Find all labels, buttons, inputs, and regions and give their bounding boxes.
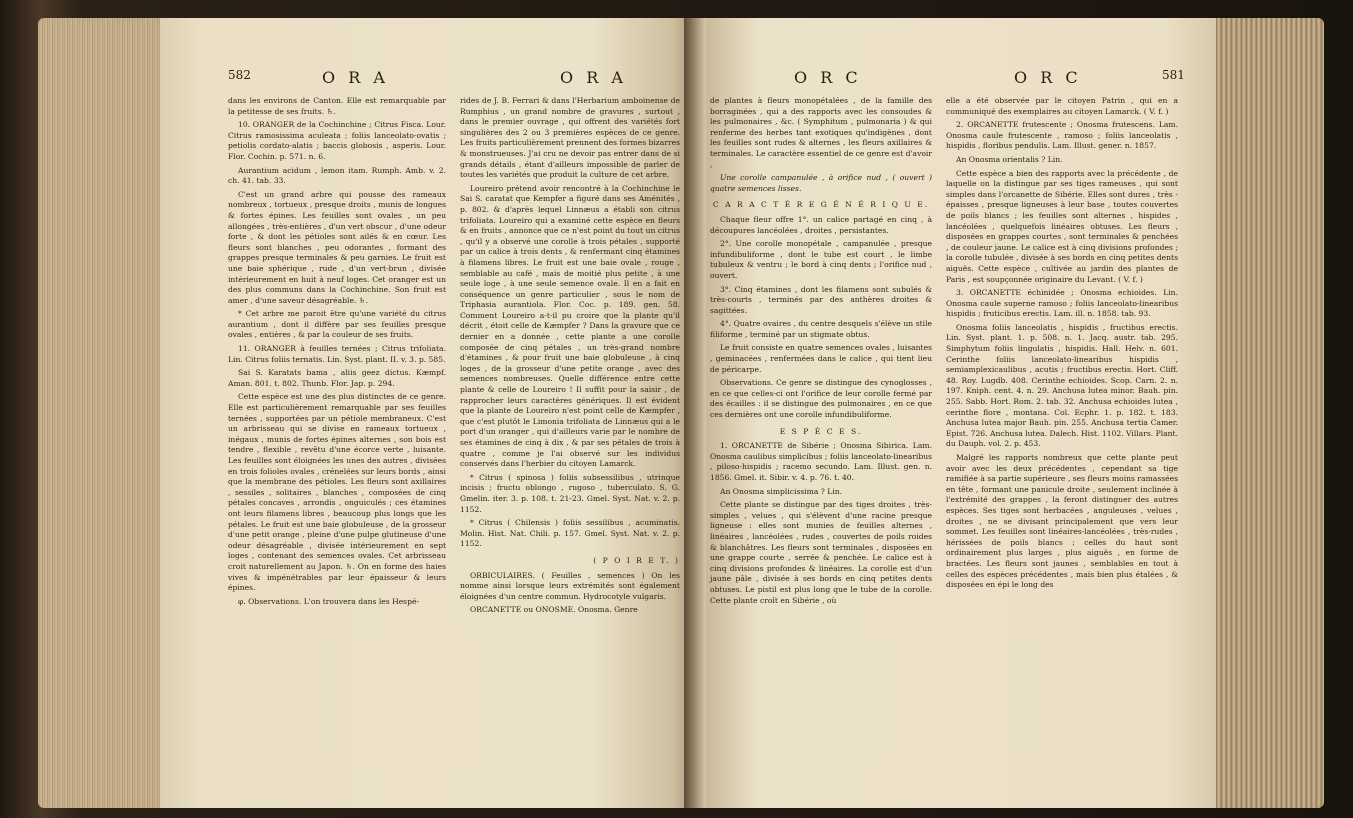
left-page bbox=[160, 18, 700, 808]
paragraph: Sai S. Karatats bama , aliis geez dictus. Kæmpf. Aman. 801. t. 802. Thunb. Flor. Jap. p. 294. bbox=[228, 368, 446, 388]
paragraph: * Citrus ( Chilensis ) foliis sessilibus , acuminatis. Molin. Hist. Nat. Chili. p. 157. Gmel. Syst. Nat. v. 2. p. 1152. bbox=[460, 518, 680, 549]
paragraph: Loureiro prétend avoir rencontré à la Cochinchine le Sai S. caratat que Kempfer a figuré dans ses Aménités , p. 802. & d'après lequel Linnæus a établi son citrus trifoliata. Loureiro qui a examiné cette espèce en fleurs & en fruits , annonce que ce n'est point du tout un citrus , qu'il y a observé une corolle à trois pétales , supporté par un calice à trois dents , & renfermant cinq étamines à filamens libres. Le fruit est une baie ovale , rouge , semblable au café , mais de moitié plus petite , à une seule loge , à une seule semence ovale. Il en a fait en conséquence un genre particulier , sous le nom de Triphasia aurantiola. Flor. Coc. p. 189. gen. 58. Comment Loureiro a-t-il pu croire que la plante qu'il décrit , étoit celle de Kæmpfer ? Dans la gravure que ce dernier en a donnée , cette plante a une corolle composée de cinq pétales , un très-grand nombre d'étamines , & pour fruit une baie globuleuse , à cinq loges , de la grosseur d'une petite orange , avec des semences nombreuses. Quelle différence entre cette plante & celle de Loureiro ! Il suffit pour la saisir , de rapprocher leurs caractères génériques. Il est évident que la plante de Loureiro n'est point celle de Kæmpfer , que c'est plutôt le Limonia trifoliata de Linnæus qui a le port d'un oranger , qui d'ailleurs varie par le nombre de ses étamines de cinq à dix , & par ses pétales de trois à quatre , comme je l'ai observé sur les individus conservés dans l'herbier du citoyen Lamarck. bbox=[460, 183, 680, 469]
right-page bbox=[684, 18, 1216, 808]
paragraph: C'est un grand arbre qui pousse des rameaux nombreux , tortueux , presque droits , munis de longues & fortes épines. Les feuilles sont ovales , un peu allongées , très-entières , d'un vert obscur , d'une odeur forte , & dont les pétioles sont ailés & en cœur. Les fleurs sont blanches , peu odorantes , formant des grappes presque terminales & peu garnies. Le fruit est une baie sphérique , rude , d'un vert-brun , divisée intérieurement en huit à neuf loges. Cet oranger est un des plus communs dans la Cochinchine. Son fruit est amer , d'une saveur désagréable. ♄. bbox=[228, 189, 446, 305]
paragraph: * Citrus ( spinosa ) foliis subsessilibus , utrinque incisis ; fructu oblongo , rugoso , tuberculato. S. G. Gmelin. iter. 3. p. 108. t. 21-23. Gmel. Syst. Nat. v. 2. p. 1152. bbox=[460, 472, 680, 514]
paragraph: 11. ORANGER à feuilles ternées ; Citrus trifoliata. Lin. Citrus foliis ternatis. Lin. Syst. plant. II. v. 3. p. 585. bbox=[228, 344, 446, 364]
right-page-edges bbox=[1212, 18, 1324, 808]
paragraph: φ. Observations. L'on trouvera dans les Hespé- bbox=[238, 596, 420, 606]
paragraph: rides de J. B. Ferrari & dans l'Herbarium amboinense de Rumphius , un grand nombre de gravures , surtout , dans le premier ouvrage , qui offrent des variétés fort singulières des 2 ou 3 premières espèces de ce genre. Les fruits particulièrement prennent des formes bizarres & monstrueuses. J'ai cru ne devoir pas entrer dans de si grands détails , étant d'ailleurs impossible de parler de toutes les variétés que produit la culture de cet arbre. bbox=[460, 96, 680, 180]
paragraph: Malgré les rapports nombreux que cette plante peut avoir avec les deux précédentes , cependant sa tige ramifiée à sa partie supérieure , ses fleurs moins ramassées en tête , formant une panicule droite , seulement inclinée à l'extrémité des grappes , la feront distinguer des autres espèces. Ses tiges sont herbacées , anguleuses , velues , droites , ne se divisant principalement que vers leur sommet. Les feuilles sont linéaires-lancéolées , très-rudes , hérissées de poils blancs ; celles du haut sont ordinairement plus larges , plus aiguës , en forme de bractées. Les fleurs sont jaunes , semblables en tout à celles des espèces précédentes , mais bien plus étalées , & disposées en épi le long des bbox=[946, 453, 1178, 590]
left-column-2 bbox=[460, 96, 680, 619]
left-page-number: 582 bbox=[228, 68, 251, 82]
right-column-1 bbox=[710, 96, 932, 609]
paragraph: Chaque fleur offre 1°. un calice partagé en cinq , à découpures lancéolées , droites , persistantes. bbox=[710, 214, 932, 235]
left-header-ora-2: O R A bbox=[560, 68, 627, 87]
paragraph: 1. ORCANETTE de Sibérie ; Onosma Sibirica. Lam. Onosma caulibus simplicibus ; foliis lanceolato-linearibus , piloso-hispidis ; racemo secundo. Lam. Illust. gen. n. 1856. Gmel. it. Sibir. v. 4. p. 76. t. 40. bbox=[710, 441, 932, 482]
paragraph: 3. ORCANETTE échinidée ; Onosma echioides. Lin. Onosma caule superne ramoso ; foliis lanceolato-linearibus hispidis ; fruticibus erectis. Lam. ill. n. 1858. tab. 93. bbox=[946, 288, 1178, 319]
right-page-number: 581 bbox=[1162, 68, 1185, 82]
paragraph: dans les environs de Canton. Elle est remarquable par la petitesse de ses fruits. ♄. bbox=[228, 96, 446, 116]
paragraph: Cette espèce est une des plus distinctes de ce genre. Elle est particulièrement remarquable par ses feuilles ternées , supportées par un pétiole membraneux. C'est un arbrisseau qui se divise en rameaux tortueux , inégaux , munis de fortes épines alternes , son bois est tendre , flexible , revêtu d'une écorce verte , luisante. Les feuilles sont éloignées les unes des autres , divisées en trois folioles ovales , crénelées sur leurs bords , ainsi que la membrane des pétioles. Les fleurs sont axillaires , sessiles , solitaires , blanches , composées de cinq pétales concaves , arrondis , onguiculés ; ces étamines ont leurs filamens libres , beaucoup plus longs que les pétales. Le fruit est une baie globuleuse , de la grosseur d'une petit orange , pleine d'une pulpe glutineuse d'une odeur désagréable , divisée intérieurement en sept loges , contenant des semences ovales. Cet arbrisseau croit naturellement au Japon. ♄. On en forme des haies vives & impénétrables par leur épaisseur & leurs épines. bbox=[228, 392, 446, 593]
right-header-orc-2: O R C bbox=[1014, 68, 1082, 87]
paragraph: 4°. Quatre ovaires , du centre desquels s'élève un stile filiforme , terminé par un stigmate obtus. bbox=[710, 319, 932, 339]
paragraph: Cette plante se distingue par des tiges droites , très-simples , velues , qui s'élèvent d'une racine presque ligneuse : elles sont munies de feuilles alternes , linéaires , lancéolées , rudes , couvertes de poils roides & blanchâtres. Les fleurs sont terminales , disposées en une grappe courte , serrée & penchée. Le calice est à cinq divisions profondes & linéaires. La corolle est d'un jaune pâle , divisée à ses bords en cinq petites dents obtuses. Le pistil est plus long que le tube de la corolle. Cette plante croît en Sibérie , où bbox=[710, 500, 932, 605]
paragraph: Onosma foliis lanceolatis , hispidis , fructibus erectis. Lin. Syst. plant. 1. p. 508. n. 1. Jacq. austr. tab. 295. Simphytum foliis lingulatis , hispidis. Hall. Helv. n. 601. Cerinthe foliis lanceolato-linearibus hispidis , semiamplexicaulibus , acutis ; fructibus erectis. Hort. Cliff. 48. Roy. Lugdb. 408. Cerinthe echioides. Scop. Carn. 2. n. 197. Kniph. cent. 4. n. 29. Anchusa lutea minor. Bauh. pin. 255. Sabb. Hort. Rom. 2. tab. 32. Anchusa echioides lutea , cerinthe flore , montana. Col. Ecphr. 1. p. 182. t. 183. Anchusa lutea major Bauh. pin. 255. Anchusa tertia Camer. Epist. 726. Anchusa lutea. Dalech. Hist. 1102. Villars. Plant. du Dauph. vol. 2. p. 453. bbox=[946, 322, 1178, 449]
book-gutter bbox=[684, 18, 706, 808]
paragraph: 2. ORCANETTE frutescente ; Onosma frutescens. Lam. Onosma caule frutescente , ramoso ; foliis lanceolatis , hispidis , floribus pendulis. Lam. Illust. gener. n. 1857. bbox=[946, 120, 1178, 151]
paragraph: An Onosma simplicissima ? Lin. bbox=[720, 486, 843, 496]
paragraph: 10. ORANGER de la Cochinchine ; Citrus Fisca. Lour. Citrus ramosissima aculeata ; foliis lanceolato-ovatis ; petiolis cordato-alatis ; baccis globosis , asperis. Lour. Flor. Cochin. p. 571. n. 6. bbox=[228, 120, 446, 161]
paragraph: * Cet arbre me paroit être qu'une variété du citrus aurantium , dont il diffère par ses feuilles presque ovales , entières , & par la couleur de ses fruits. bbox=[228, 309, 446, 340]
section-heading: E S P È C E S. bbox=[779, 426, 863, 436]
left-page-edges bbox=[38, 18, 164, 808]
paragraph: ORCANETTE ou ONOSME. Onosma. Genre bbox=[470, 605, 638, 615]
right-column-2 bbox=[946, 96, 1178, 594]
section-heading: C A R A C T È R E G É N É R I Q U E. bbox=[712, 200, 930, 210]
paragraph: Une corolle campanulée , à orifice nud , ( ouvert ) quatre semences lisses. bbox=[710, 173, 932, 193]
left-header-ora-1: O R A bbox=[322, 68, 389, 87]
paragraph: Aurantium acidum , lemon itam. Rumph. Amb. v. 2. ch. 41. tab. 33. bbox=[228, 165, 446, 186]
paragraph: 3°. Cinq étamines , dont les filamens sont subulés & très-courts , terminés par des anthères droites & sagittées. bbox=[710, 284, 932, 315]
right-header-orc-1: O R C bbox=[794, 68, 862, 87]
paragraph: Observations. Ce genre se distingue des cynoglosses , en ce que celles-ci ont l'orifice de leur corolle fermé par des écailles : il se distingue des pulmonaires , en ce que ces dernières ont une corolle infundibuliforme. bbox=[710, 378, 932, 420]
paragraph: de plantes à fleurs monopétalées , de la famille des borraginées , qui a des rapports avec les consoudes & les pulmonaires , &c. ( Symphitum , pulmonaria ) & qui renferme des herbes tant exotiques qu'indigènes , dont les feuilles sont rudes & alternes , les fleurs axillaires & terminales. Le caractère essentiel de ce genre est d'avoir , bbox=[710, 96, 932, 169]
paragraph: ORBICULAIRES. ( Feuilles , semences ) On les nomme ainsi lorsque leurs extrémités sont également éloignées d'un centre commun. Hydrocotyle vulgaris. bbox=[460, 570, 680, 601]
left-column-1 bbox=[228, 96, 446, 610]
paragraph: 2°. Une corolle monopétale , campanulée , presque infundibuliforme , dont le tube est court , le limbe tubuleux & ventru ; le bord à cinq dents ; l'orifice nud , ouvert. bbox=[710, 239, 932, 280]
paragraph: Cette espèce a bien des rapports avec la précédente , de laquelle on la distingue par ses tiges rameuses , qui sont simples dans l'orcanette de Sibérie. Elles sont dures , très - épaisses , presque ligneuses à leur base , toutes couvertes de poils blancs ; les feuilles sont alternes , hispides , lancéolées , quelquefois linéaires obtuses. Les fleurs , disposées en grappes courtes , sont terminales & penchées , de couleur jaune. Le calice est à cinq divisions profondes ; la corolle tubulée , divisée à ses bords en cinq petites dents aiguës. Cette espèce , cultivée au jardin des plantes de Paris , est soupçonnée originaire du Levant. ( V. f. ) bbox=[946, 168, 1178, 284]
author-signature: ( P O I R E T. ) bbox=[593, 555, 680, 565]
paragraph: elle a été observée par le citoyen Patrin , qui en a communiqué des exemplaires au citoyen Lamarck. ( V. f. ) bbox=[946, 96, 1178, 116]
paragraph: Le fruit consiste en quatre semences ovales , luisantes , geminacées , renfermées dans le calice , qui tient lieu de péricarpe. bbox=[710, 343, 932, 374]
paragraph: An Onosma orientalis ? Lin. bbox=[956, 154, 1063, 164]
